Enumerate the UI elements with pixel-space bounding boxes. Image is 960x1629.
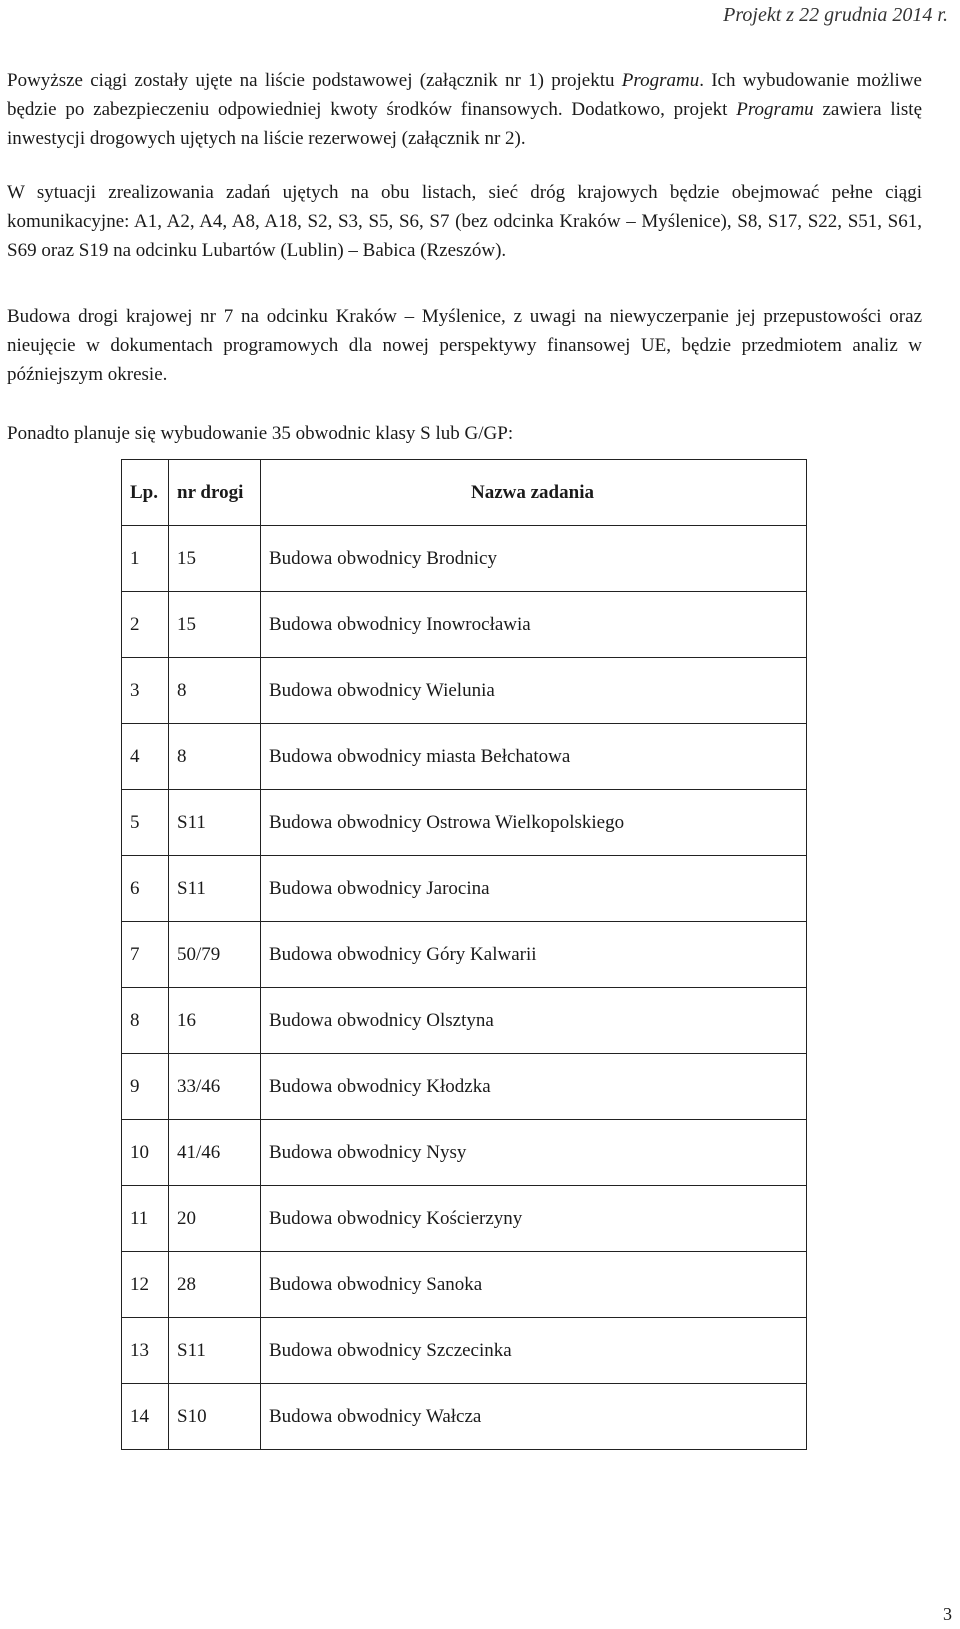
paragraph-intro-text-c: zawiera listę inwestycji drogowych ujętych na liście rezerwowej (załącznik nr 2). xyxy=(7,99,922,149)
program-term: Programu xyxy=(621,70,700,91)
row-lp: 12 xyxy=(122,1252,169,1318)
row-lp: 8 xyxy=(122,988,169,1054)
row-task-name: Budowa obwodnicy Kłodzka xyxy=(261,1054,807,1120)
table-row xyxy=(122,658,807,724)
table-row xyxy=(122,1318,807,1384)
row-task-name: Budowa obwodnicy Nysy xyxy=(261,1120,807,1186)
table-row xyxy=(122,1054,807,1120)
page-header: Projekt z 22 grudnia 2014 r. xyxy=(723,4,948,26)
table-row xyxy=(122,922,807,988)
row-task-name: Budowa obwodnicy miasta Bełchatowa xyxy=(261,724,807,790)
column-header-lp: Lp. xyxy=(122,460,169,526)
row-lp: 5 xyxy=(122,790,169,856)
table-row xyxy=(122,526,807,592)
row-road-number: S11 xyxy=(169,1318,261,1384)
row-task-name: Budowa obwodnicy Kościerzyny xyxy=(261,1186,807,1252)
row-lp: 6 xyxy=(122,856,169,922)
row-road-number: 15 xyxy=(169,592,261,658)
row-lp: 14 xyxy=(122,1384,169,1450)
row-lp: 3 xyxy=(122,658,169,724)
row-task-name: Budowa obwodnicy Wałcza xyxy=(261,1384,807,1450)
row-road-number: 41/46 xyxy=(169,1120,261,1186)
row-lp: 1 xyxy=(122,526,169,592)
table-row xyxy=(122,1384,807,1450)
row-road-number: S11 xyxy=(169,790,261,856)
row-lp: 7 xyxy=(122,922,169,988)
row-road-number: 8 xyxy=(169,658,261,724)
paragraph-intro-text-b: . Ich wybudowanie możliwe będzie po zabezpieczeniu odpowiedniej kwoty środków finansowych. Dodatkowo, projekt xyxy=(7,70,922,120)
row-road-number: 28 xyxy=(169,1252,261,1318)
column-header-road-number: nr drogi xyxy=(169,460,261,526)
table-row xyxy=(122,1186,807,1252)
table-row xyxy=(122,724,807,790)
paragraph-road-7: Budowa drogi krajowej nr 7 na odcinku Kraków – Myślenice, z uwagi na niewyczerpanie jej przepustowości oraz nieujęcie w dokumentach programowych dla nowej perspektywy finansowej UE, będzie przedmiotem analiz w późniejszym okresie. xyxy=(7,306,922,385)
column-header-task-name: Nazwa zadania xyxy=(261,460,807,526)
row-task-name: Budowa obwodnicy Jarocina xyxy=(261,856,807,922)
row-task-name: Budowa obwodnicy Szczecinka xyxy=(261,1318,807,1384)
table-row xyxy=(122,856,807,922)
paragraph-network: W sytuacji zrealizowania zadań ujętych na obu listach, sieć dróg krajowych będzie obejmować pełne ciągi komunikacyjne: A1, A2, A4, A8, A18, S2, S3, S5, S6, S7 (bez odcinka Kraków – Myślenice), S8, S17, S22, S51, S61, S69 oraz S19 na odcinku Lubartów (Lublin) – Babica (Rzeszów). xyxy=(7,182,922,261)
row-task-name: Budowa obwodnicy Sanoka xyxy=(261,1252,807,1318)
row-task-name: Budowa obwodnicy Ostrowa Wielkopolskiego xyxy=(261,790,807,856)
table-header-row xyxy=(122,460,807,526)
row-lp: 2 xyxy=(122,592,169,658)
table-row xyxy=(122,1252,807,1318)
row-lp: 9 xyxy=(122,1054,169,1120)
row-road-number: 33/46 xyxy=(169,1054,261,1120)
row-task-name: Budowa obwodnicy Olsztyna xyxy=(261,988,807,1054)
row-lp: 4 xyxy=(122,724,169,790)
table-row xyxy=(122,1120,807,1186)
row-road-number: 8 xyxy=(169,724,261,790)
paragraph-intro-text-a: Powyższe ciągi zostały ujęte na liście podstawowej (załącznik nr 1) projektu xyxy=(7,70,622,91)
row-road-number: S10 xyxy=(169,1384,261,1450)
row-road-number: 20 xyxy=(169,1186,261,1252)
program-term: Programu xyxy=(736,99,814,120)
table-body xyxy=(122,526,807,1450)
row-lp: 11 xyxy=(122,1186,169,1252)
row-task-name: Budowa obwodnicy Wielunia xyxy=(261,658,807,724)
bypass-table xyxy=(121,459,807,1450)
row-road-number: 16 xyxy=(169,988,261,1054)
row-lp: 13 xyxy=(122,1318,169,1384)
row-lp: 10 xyxy=(122,1120,169,1186)
row-road-number: 15 xyxy=(169,526,261,592)
table-row xyxy=(122,988,807,1054)
row-task-name: Budowa obwodnicy Brodnicy xyxy=(261,526,807,592)
page-number: 3 xyxy=(943,1604,952,1624)
row-road-number: S11 xyxy=(169,856,261,922)
row-task-name: Budowa obwodnicy Inowrocławia xyxy=(261,592,807,658)
row-road-number: 50/79 xyxy=(169,922,261,988)
table-row xyxy=(122,592,807,658)
paragraph-bypasses-intro: Ponadto planuje się wybudowanie 35 obwodnic klasy S lub G/GP: xyxy=(7,423,514,444)
row-task-name: Budowa obwodnicy Góry Kalwarii xyxy=(261,922,807,988)
table-row xyxy=(122,790,807,856)
paragraph-intro xyxy=(7,66,922,153)
